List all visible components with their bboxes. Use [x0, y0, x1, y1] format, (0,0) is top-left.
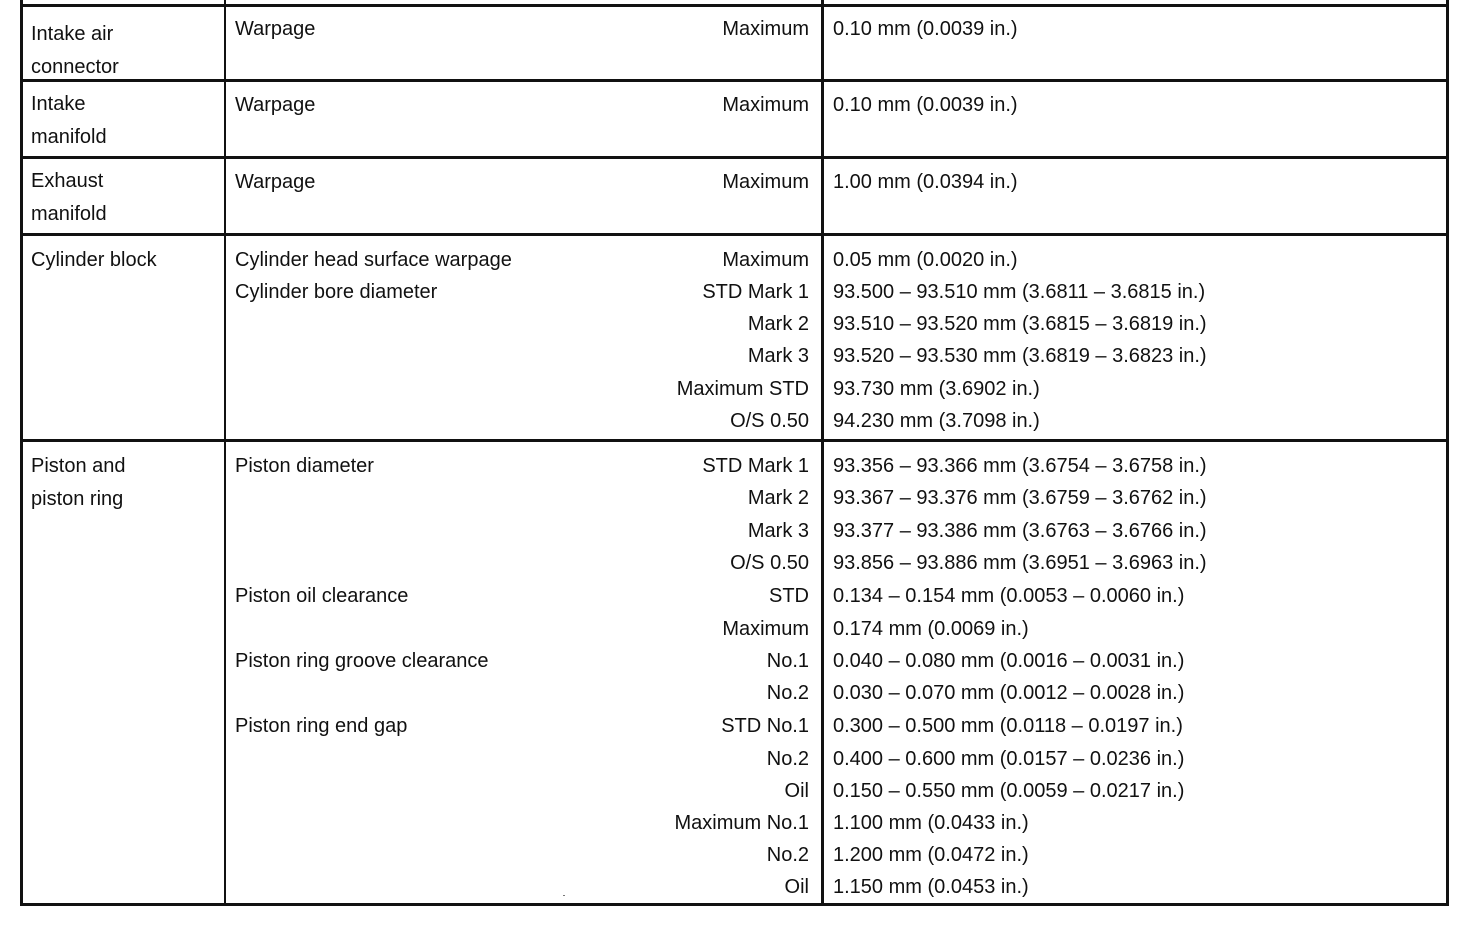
- condition-label: No.1: [766, 650, 809, 672]
- item-label: Piston ring groove clearance: [235, 650, 489, 672]
- section-exhaust-manifold: [20, 157, 1449, 233]
- spec-value: 0.174 mm (0.0069 in.): [833, 618, 1029, 640]
- item-label: Warpage: [235, 171, 316, 193]
- table-row: [20, 645, 1449, 677]
- table-row: [20, 677, 1449, 709]
- table-row: [20, 482, 1449, 514]
- condition-label: No.2: [766, 844, 809, 866]
- component-label: Intake manifold: [31, 93, 107, 148]
- component-label: Exhaust manifold: [31, 170, 107, 225]
- table-row: [20, 775, 1449, 807]
- condition-label: STD Mark 1: [702, 281, 809, 303]
- condition-label: No.2: [766, 682, 809, 704]
- table-row: [20, 308, 1449, 340]
- spec-table: [20, 0, 1449, 906]
- condition-label: Maximum: [722, 18, 809, 40]
- condition-label: STD Mark 1: [702, 455, 809, 477]
- spec-value: 0.05 mm (0.0020 in.): [833, 249, 1018, 271]
- table-row: [20, 373, 1449, 405]
- item-label: Cylinder bore diameter: [235, 281, 438, 303]
- table-row: [20, 340, 1449, 372]
- spec-value: 0.10 mm (0.0039 in.): [833, 18, 1018, 40]
- condition-label: STD No.1: [721, 715, 809, 737]
- component-label: Piston and piston ring: [31, 455, 126, 510]
- item-label: Cylinder head surface warpage: [235, 249, 512, 271]
- table-row: [20, 515, 1449, 547]
- spec-value: 0.400 – 0.600 mm (0.0157 – 0.0236 in.): [833, 748, 1185, 770]
- component-label: Cylinder block: [31, 249, 157, 271]
- spec-value: 1.100 mm (0.0433 in.): [833, 812, 1029, 834]
- table-row: [20, 807, 1449, 839]
- scan-speck: [563, 895, 565, 896]
- table-row: [20, 839, 1449, 871]
- table-row: [20, 871, 1449, 903]
- spec-value: 93.377 – 93.386 mm (3.6763 – 3.6766 in.): [833, 520, 1207, 542]
- spec-value: 1.200 mm (0.0472 in.): [833, 844, 1029, 866]
- condition-label: O/S 0.50: [730, 552, 809, 574]
- spec-value: 93.367 – 93.376 mm (3.6759 – 3.6762 in.): [833, 487, 1207, 509]
- spec-value: 0.030 – 0.070 mm (0.0012 – 0.0028 in.): [833, 682, 1185, 704]
- spec-value: 94.230 mm (3.7098 in.): [833, 410, 1040, 432]
- table-row: [20, 613, 1449, 645]
- spec-value: 0.040 – 0.080 mm (0.0016 – 0.0031 in.): [833, 650, 1185, 672]
- section-intake-air-connector: [20, 4, 1449, 79]
- table-row: [20, 547, 1449, 579]
- component-label: Intake air connector: [31, 23, 119, 78]
- spec-value: 93.856 – 93.886 mm (3.6951 – 3.6963 in.): [833, 552, 1207, 574]
- condition-label: Mark 2: [747, 313, 809, 335]
- table-row: [20, 166, 1449, 198]
- spec-value: 1.150 mm (0.0453 in.): [833, 876, 1029, 898]
- spec-value: 93.520 – 93.530 mm (3.6819 – 3.6823 in.): [833, 345, 1207, 367]
- condition-label: No.2: [766, 748, 809, 770]
- condition-label: Maximum: [722, 249, 809, 271]
- condition-label: Mark 3: [747, 345, 809, 367]
- item-label: Warpage: [235, 94, 316, 116]
- table-row: [20, 450, 1449, 482]
- spec-value: 0.134 – 0.154 mm (0.0053 – 0.0060 in.): [833, 585, 1185, 607]
- item-label: Piston diameter: [235, 455, 374, 477]
- condition-label: Mark 2: [747, 487, 809, 509]
- table-row: [20, 244, 1449, 276]
- item-label: Piston ring end gap: [235, 715, 408, 737]
- condition-label: Maximum: [722, 171, 809, 193]
- condition-label: Oil: [784, 780, 809, 802]
- spec-value: 0.10 mm (0.0039 in.): [833, 94, 1018, 116]
- table-row: [20, 405, 1449, 437]
- condition-label: STD: [769, 585, 809, 607]
- table-row: [20, 710, 1449, 742]
- spec-value: 93.730 mm (3.6902 in.): [833, 378, 1040, 400]
- table-row: [20, 276, 1449, 308]
- condition-label: Maximum: [722, 94, 809, 116]
- spec-value: 93.500 – 93.510 mm (3.6811 – 3.6815 in.): [833, 281, 1206, 303]
- spec-value: 0.300 – 0.500 mm (0.0118 – 0.0197 in.): [833, 715, 1183, 737]
- spec-value: 93.510 – 93.520 mm (3.6815 – 3.6819 in.): [833, 313, 1207, 335]
- table-row: [20, 13, 1449, 45]
- section-cylinder-block: [20, 234, 1449, 439]
- section-intake-manifold: [20, 80, 1449, 156]
- item-label: Piston oil clearance: [235, 585, 409, 607]
- condition-label: Maximum: [722, 618, 809, 640]
- spec-value: 93.356 – 93.366 mm (3.6754 – 3.6758 in.): [833, 455, 1207, 477]
- condition-label: O/S 0.50: [730, 410, 809, 432]
- table-row: [20, 89, 1449, 121]
- spec-value: 1.00 mm (0.0394 in.): [833, 171, 1018, 193]
- condition-label: Mark 3: [747, 520, 809, 542]
- item-label: Warpage: [235, 18, 316, 40]
- condition-label: Maximum No.1: [674, 812, 809, 834]
- spec-value: 0.150 – 0.550 mm (0.0059 – 0.0217 in.): [833, 780, 1185, 802]
- condition-label: Maximum STD: [676, 378, 809, 400]
- table-row: [20, 743, 1449, 775]
- condition-label: Oil: [784, 876, 809, 898]
- table-row: [20, 580, 1449, 612]
- section-piston-and-piston-ring: [20, 440, 1449, 906]
